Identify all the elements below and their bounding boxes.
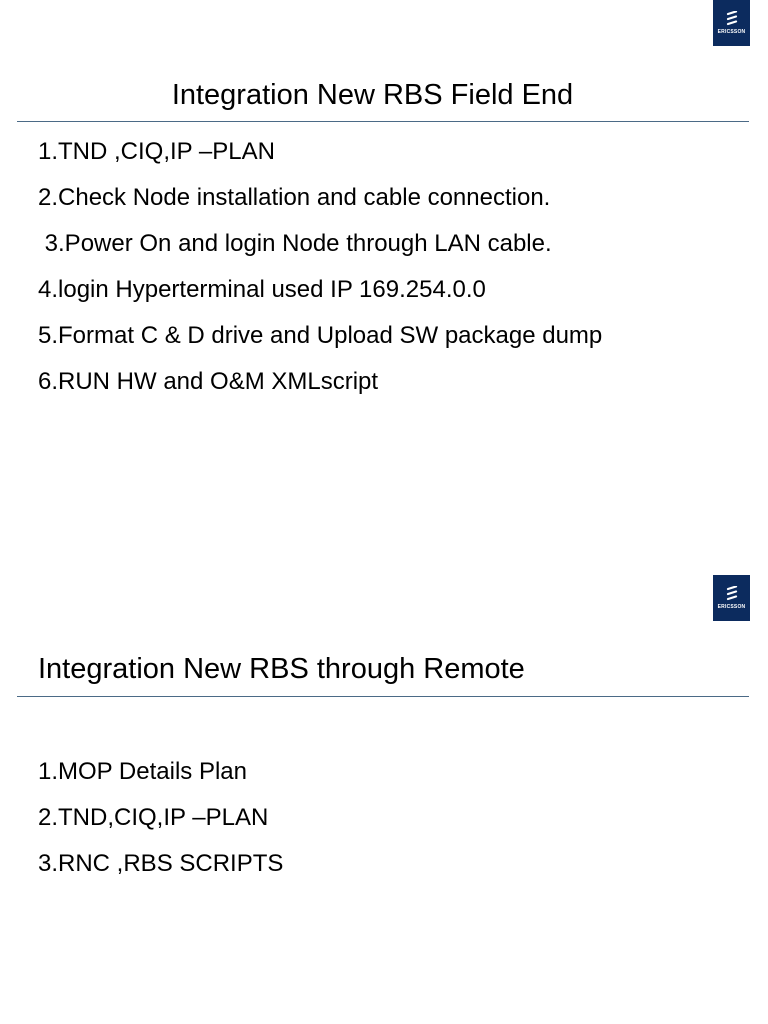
- ericsson-logo: [713, 575, 750, 621]
- list-item: 3.Power On and login Node through LAN cable.: [38, 230, 552, 257]
- slide-title: Integration New RBS through Remote: [38, 653, 525, 685]
- slide-remote: [0, 570, 768, 1024]
- list-item: 5.Format C & D drive and Upload SW package dump: [38, 322, 603, 349]
- list-item: 4.login Hyperterminal used IP 169.254.0.0: [38, 276, 486, 303]
- list-item: 6.RUN HW and O&M XMLscript: [38, 368, 379, 395]
- slide-title: Integration New RBS Field End: [171, 79, 574, 111]
- list-item: 1.MOP Details Plan: [38, 758, 247, 785]
- list-item: 1.TND ,CIQ,IP –PLAN: [38, 138, 275, 165]
- logo-wordmark: ERICSSON: [717, 29, 746, 35]
- title-divider: [17, 121, 749, 122]
- list-item: 2.TND,CIQ,IP –PLAN: [38, 804, 269, 831]
- step-list: [38, 758, 283, 896]
- ericsson-logo: [713, 0, 750, 46]
- title-divider: [17, 696, 749, 697]
- ericsson-logo-icon: [724, 11, 740, 27]
- list-item: 2.Check Node installation and cable connection.: [38, 184, 551, 211]
- logo-wordmark: ERICSSON: [717, 604, 746, 610]
- step-list: [38, 138, 602, 414]
- list-item: 3.RNC ,RBS SCRIPTS: [38, 850, 284, 877]
- ericsson-logo-icon: [724, 586, 740, 602]
